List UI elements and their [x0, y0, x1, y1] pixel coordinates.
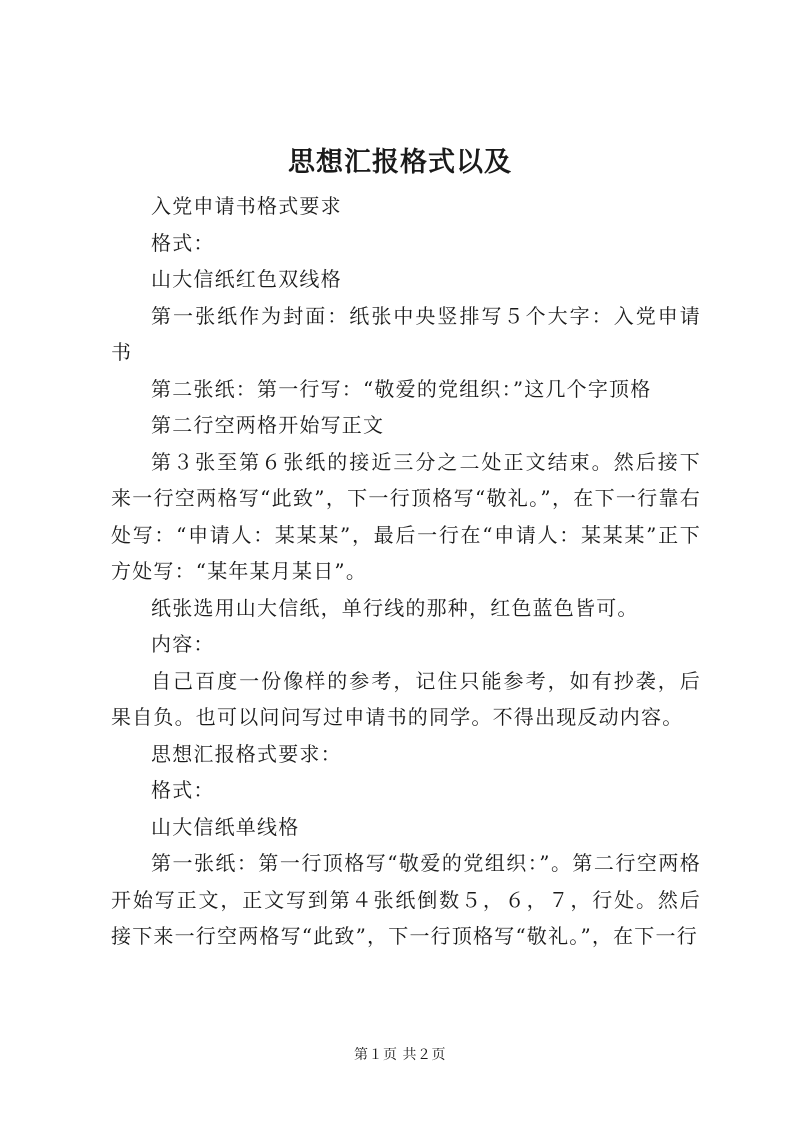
paragraph-12: 格式： [151, 778, 215, 802]
paragraph-14: 第一张纸：第一行顶格写“敬爱的党组织：”。第二行空两格开始写正文，正文写到第４张纸倒数５，６，７，行处。然后接下来一行空两格写“此致”，下一行顶格写“敬礼。”，在下一行 [111, 851, 701, 948]
paragraph-10: 自己百度一份像样的参考，记住只能参考，如有抄袭，后果自负。也可以问问写过申请书的同学。不得出现反动内容。 [111, 668, 701, 729]
paragraph-13: 山大信纸单线格 [151, 814, 300, 839]
document-body [111, 188, 701, 955]
page-title: 思想汇报格式以及 [288, 147, 512, 178]
paragraph-7: 第３张至第６张纸的接近三分之二处正文结束。然后接下来一行空两格写“此致”，下一行顶格写“敬礼。”，在下一行靠右处写：“申请人：某某某”，最后一行在“申请人：某某某”正下方处写：“某年某月某日”。 [111, 449, 701, 583]
paragraph-5: 第二张纸：第一行写：“敬爱的党组织：”这几个字顶格 [151, 376, 652, 401]
paragraph-6: 第二行空两格开始写正文 [151, 413, 385, 437]
paragraph-4: 第一张纸作为封面：纸张中央竖排写５个大字：入党申请书 [111, 303, 701, 364]
paragraph-9: 内容： [151, 632, 215, 656]
paragraph-3: 山大信纸红色双线格 [151, 267, 342, 291]
page-footer: 第１页 共２页 [354, 1047, 446, 1063]
paragraph-8: 纸张选用山大信纸，单行线的那种，红色蓝色皆可。 [151, 595, 639, 620]
paragraph-1: 入党申请书格式要求 [151, 194, 342, 218]
paragraph-11: 思想汇报格式要求： [151, 741, 342, 766]
paragraph-2: 格式： [151, 230, 215, 255]
